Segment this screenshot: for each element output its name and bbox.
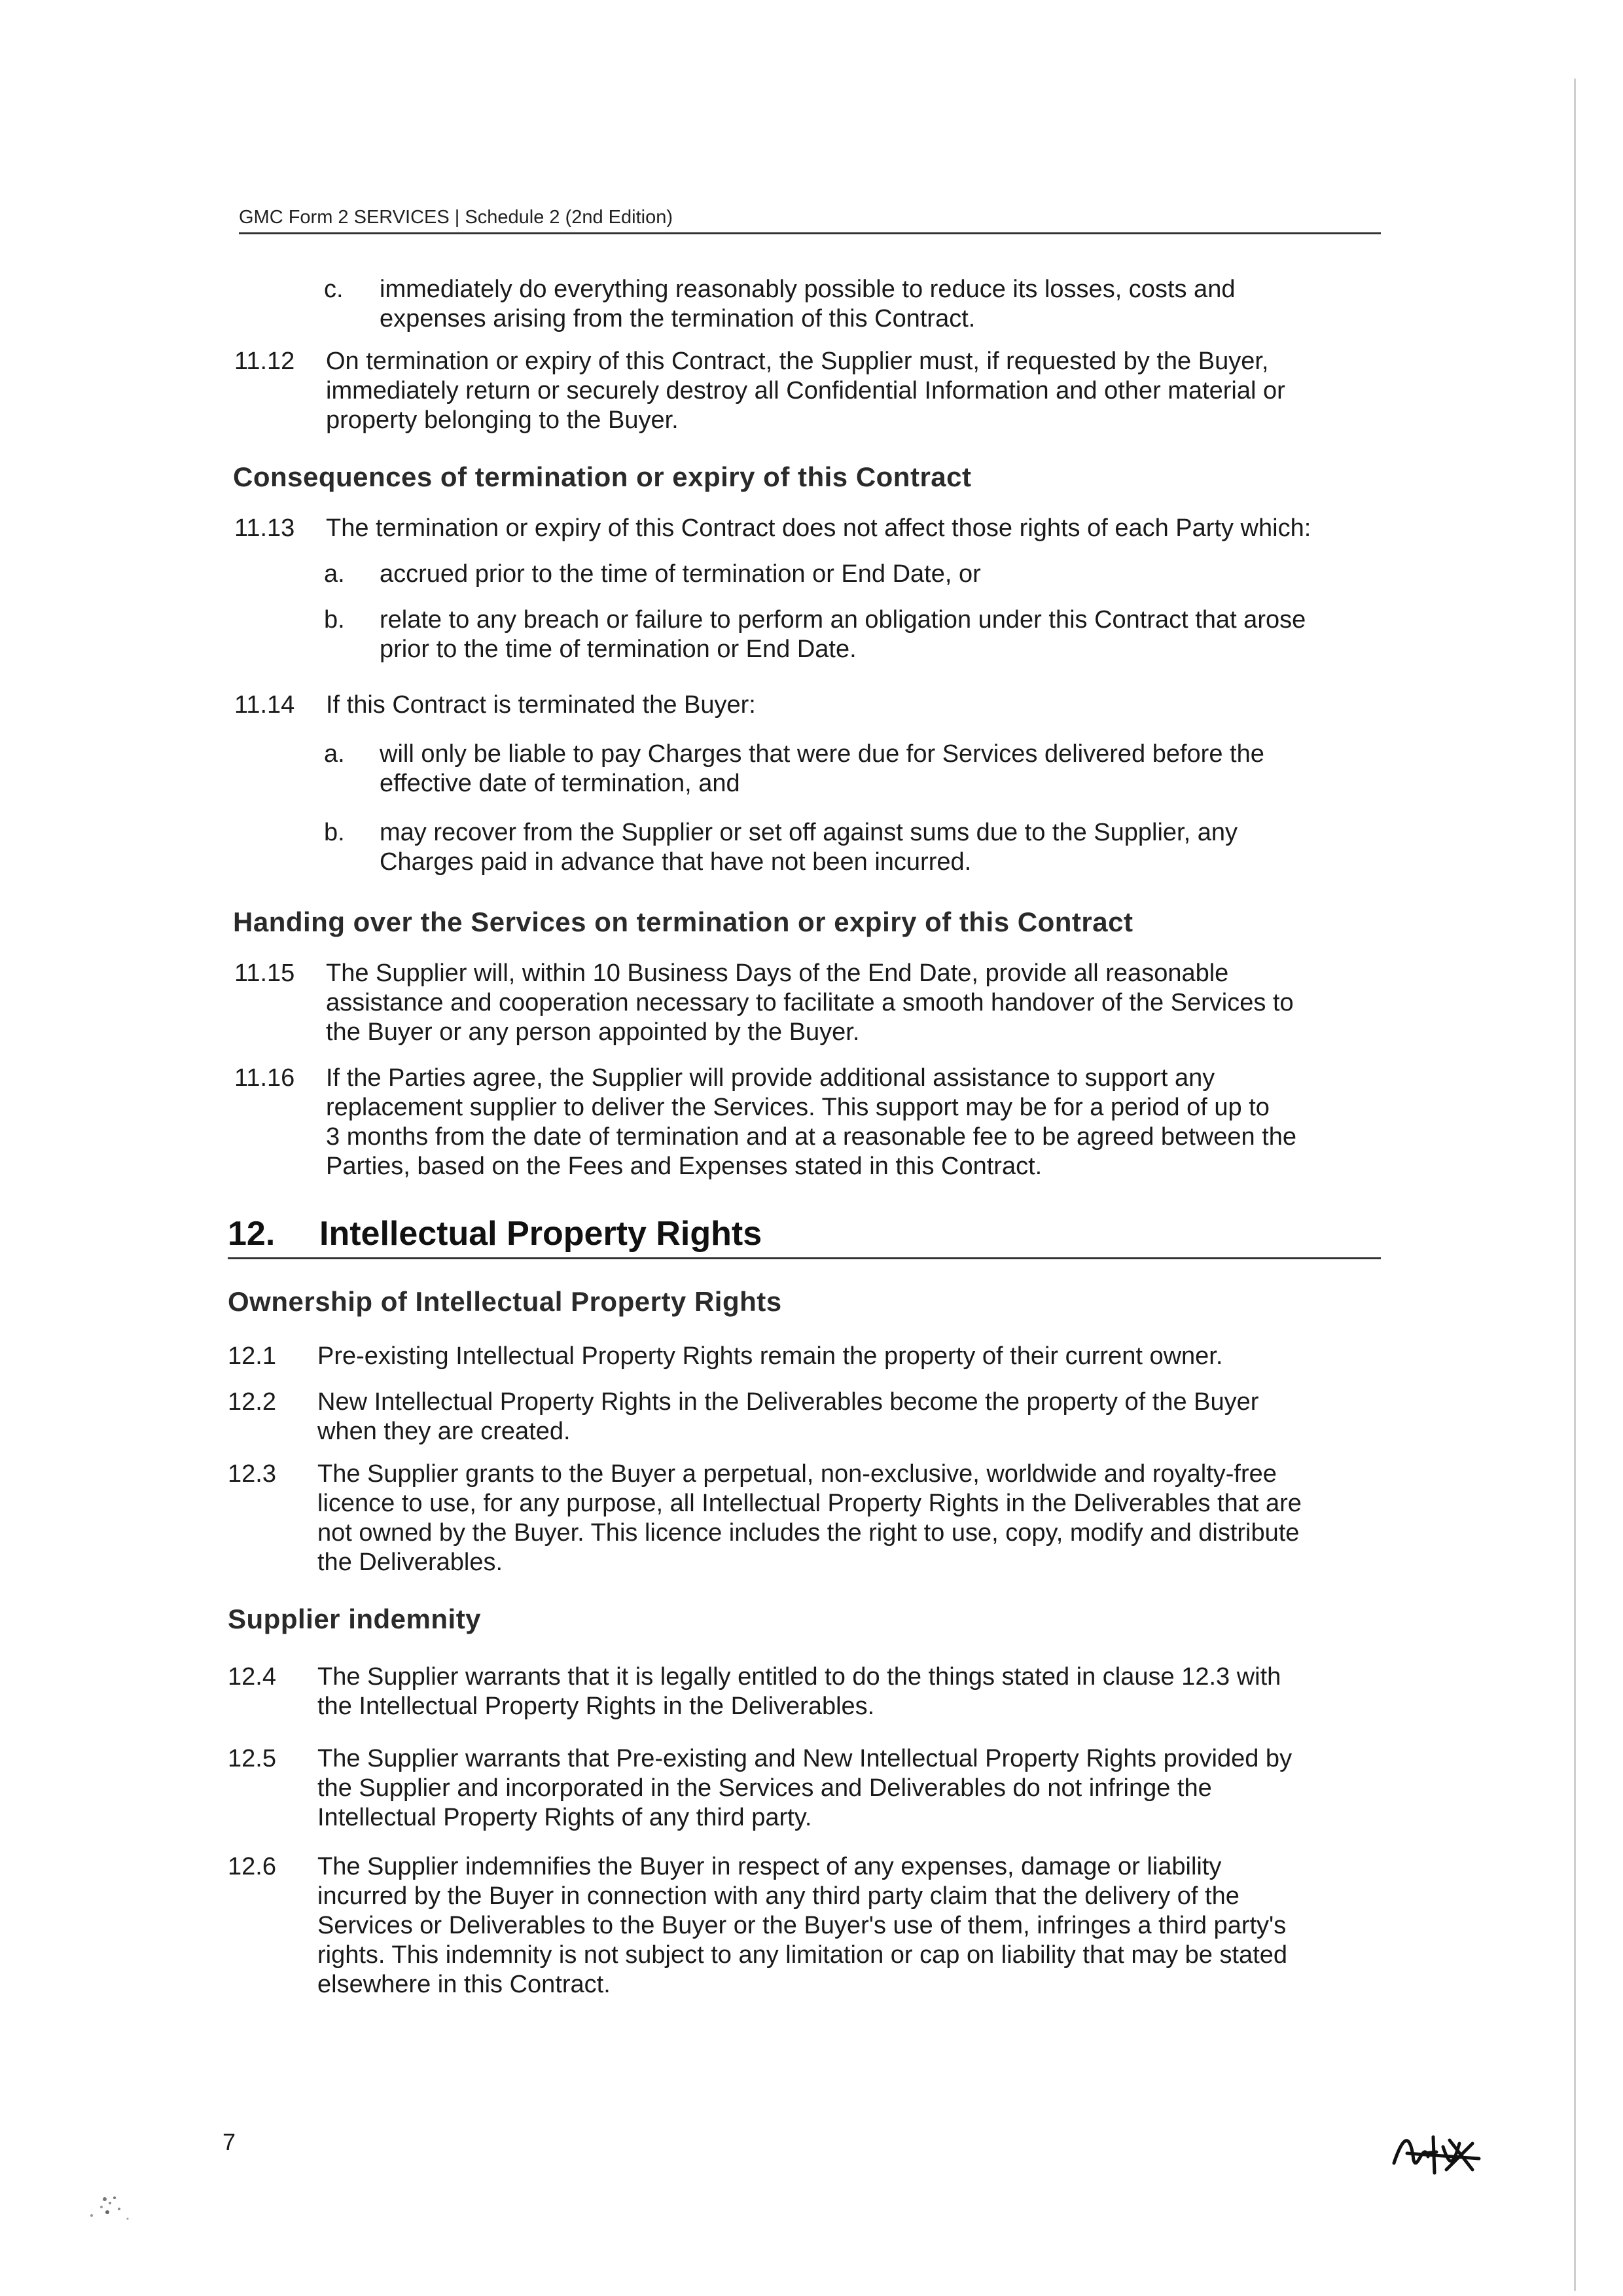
- page-header: GMC Form 2 SERVICES | Schedule 2 (2nd Edition): [239, 207, 1381, 234]
- clause: [228, 1388, 1381, 1446]
- section-number: 12.: [228, 1215, 276, 1253]
- sub-clause: [324, 818, 1381, 877]
- clause-line: Parties, based on the Fees and Expenses stated in this Contract.: [326, 1153, 1043, 1180]
- signature-initials: [1387, 2127, 1486, 2179]
- page-number: 7: [223, 2128, 236, 2155]
- clause-line: immediately return or securely destroy all Confidential Information and other material or: [326, 377, 1285, 404]
- clause-number: 12.6: [228, 1853, 276, 1880]
- clause-text: [317, 1342, 1222, 1371]
- clause-text: [380, 605, 1306, 664]
- clause-text: [317, 1744, 1292, 1833]
- clause: [228, 1342, 1381, 1371]
- clause-line: The termination or expiry of this Contract does not affect those rights of each Party which:: [326, 514, 1311, 542]
- clause-line: the Deliverables.: [317, 1549, 503, 1576]
- clause: [228, 1460, 1381, 1577]
- clause-line: the Buyer or any person appointed by the Buyer.: [326, 1018, 860, 1046]
- section-subheading: Consequences of termination or expiry of this Contract: [233, 461, 972, 492]
- clause-text: [326, 959, 1294, 1047]
- clause-number: a.: [324, 560, 345, 588]
- clause-line: assistance and cooperation necessary to facilitate a smooth handover of the Services to: [326, 989, 1294, 1016]
- clause-line: licence to use, for any purpose, all Intellectual Property Rights in the Deliverables that are: [317, 1490, 1302, 1517]
- clause-line: The Supplier indemnifies the Buyer in respect of any expenses, damage or liability: [317, 1853, 1222, 1880]
- section-heading: [228, 1214, 1381, 1259]
- clause-line: elsewhere in this Contract.: [317, 1971, 611, 1998]
- clause-line: prior to the time of termination or End Date.: [380, 636, 857, 663]
- clause-text: [380, 740, 1264, 798]
- clause-line: will only be liable to pay Charges that were due for Services delivered before the: [380, 740, 1264, 768]
- clause: [234, 514, 1381, 543]
- scan-speckle: [79, 2179, 157, 2238]
- clause-line: may recover from the Supplier or set off against sums due to the Supplier, any: [380, 819, 1238, 846]
- sub-clause: [324, 560, 1381, 589]
- clause-number: 12.4: [228, 1663, 276, 1691]
- clause-text: [317, 1460, 1302, 1577]
- clause-line: effective date of termination, and: [380, 770, 740, 797]
- clause: [234, 1064, 1381, 1181]
- clause: [228, 1662, 1381, 1721]
- clause-line: the Intellectual Property Rights in the Deliverables.: [317, 1693, 875, 1720]
- clause-text: [326, 514, 1311, 543]
- clause: [234, 959, 1381, 1047]
- section-subheading: Ownership of Intellectual Property Rights: [228, 1286, 782, 1317]
- clause-line: The Supplier warrants that Pre-existing and New Intellectual Property Rights provided by: [317, 1745, 1293, 1772]
- clause-line: rights. This indemnity is not subject to any limitation or cap on liability that may be stated: [317, 1941, 1288, 1969]
- clause-line: Charges paid in advance that have not been incurred.: [380, 848, 972, 876]
- clause-line: accrued prior to the time of termination or End Date, or: [380, 560, 981, 588]
- clause-number: 12.3: [228, 1460, 276, 1488]
- clause-line: relate to any breach or failure to perform an obligation under this Contract that arose: [380, 606, 1306, 634]
- section-subheading: Supplier indemnity: [228, 1604, 482, 1634]
- clause-line: replacement supplier to deliver the Services. This support may be for a period of up to: [326, 1094, 1270, 1121]
- clause-line: incurred by the Buyer in connection with any third party claim that the delivery of the: [317, 1882, 1240, 1910]
- clause-text: [380, 818, 1238, 877]
- clause-line: expenses arising from the termination of this Contract.: [380, 305, 976, 332]
- clause-line: The Supplier grants to the Buyer a perpetual, non-exclusive, worldwide and royalty-free: [317, 1460, 1277, 1488]
- clause-text: [380, 560, 981, 589]
- clause-line: Pre-existing Intellectual Property Rights remain the property of their current owner.: [317, 1342, 1223, 1370]
- section-subheading: Handing over the Services on termination or expiry of this Contract: [233, 906, 1133, 937]
- clause-line: not owned by the Buyer. This licence includes the right to use, copy, modify and distribute: [317, 1519, 1300, 1547]
- clause: [234, 347, 1381, 435]
- clause-number: 12.5: [228, 1745, 276, 1772]
- clause-line: the Supplier and incorporated in the Services and Deliverables do not infringe the: [317, 1774, 1212, 1802]
- clause-number: 11.16: [234, 1064, 295, 1092]
- clause-line: New Intellectual Property Rights in the Deliverables become the property of the Buyer: [317, 1388, 1259, 1416]
- clause-line: On termination or expiry of this Contract, the Supplier must, if requested by the Buyer,: [326, 348, 1269, 375]
- clause-line: The Supplier warrants that it is legally entitled to do the things stated in clause 12.3 with: [317, 1663, 1281, 1691]
- clause-line: when they are created.: [317, 1418, 571, 1445]
- clause: [228, 1852, 1381, 2000]
- clause-number: c.: [324, 276, 344, 303]
- clause-text: [326, 1064, 1296, 1181]
- section-title: Intellectual Property Rights: [319, 1215, 762, 1253]
- clause-line: Intellectual Property Rights of any third party.: [317, 1804, 812, 1831]
- clause-number: 11.15: [234, 960, 295, 987]
- scan-edge-line: [1574, 79, 1576, 2291]
- clause-number: a.: [324, 740, 345, 768]
- clause-text: [317, 1852, 1287, 2000]
- clause-number: 11.14: [234, 691, 295, 719]
- clause-line: immediately do everything reasonably possible to reduce its losses, costs and: [380, 276, 1236, 303]
- clause-line: 3 months from the date of termination and at a reasonable fee to be agreed between the: [326, 1123, 1296, 1151]
- clause-line: Services or Deliverables to the Buyer or the Buyer's use of them, infringes a third party's: [317, 1912, 1287, 1939]
- clause-line: The Supplier will, within 10 Business Days of the End Date, provide all reasonable: [326, 960, 1229, 987]
- sub-clause: [324, 605, 1381, 664]
- clause-number: 11.13: [234, 514, 295, 542]
- clause-text: [326, 691, 756, 720]
- clause-number: 11.12: [234, 348, 295, 375]
- clause-number: 12.2: [228, 1388, 276, 1416]
- clause-text: [317, 1662, 1281, 1721]
- clause-text: [317, 1388, 1258, 1446]
- clause: [228, 1744, 1381, 1833]
- clause-line: If this Contract is terminated the Buyer:: [326, 691, 756, 719]
- clause-line: property belonging to the Buyer.: [326, 406, 679, 434]
- clause-line: If the Parties agree, the Supplier will provide additional assistance to support any: [326, 1064, 1215, 1092]
- clause-number: b.: [324, 606, 345, 634]
- sub-clause: [324, 740, 1381, 798]
- clause-number: b.: [324, 819, 345, 846]
- sub-clause: [324, 275, 1381, 334]
- clause-number: 12.1: [228, 1342, 276, 1370]
- clause-text: [326, 347, 1285, 435]
- clause: [234, 691, 1381, 720]
- clause-text: [380, 275, 1235, 334]
